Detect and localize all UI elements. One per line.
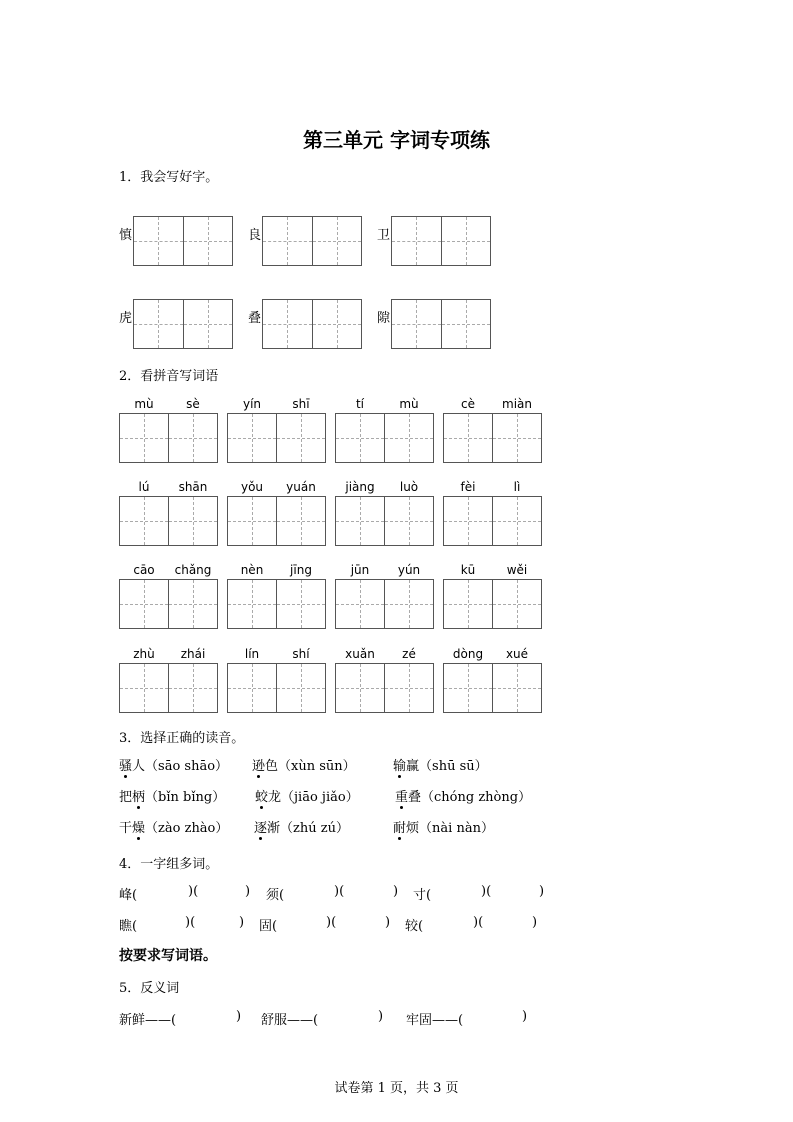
word-group-blank[interactable]: ): [239, 915, 245, 930]
antonym-item: 牢固——(: [406, 1013, 464, 1028]
q5-heading: 5．反义词: [119, 981, 180, 996]
pinyin-label: tí: [355, 397, 365, 411]
reading-item: 耐烦（nài nàn）: [393, 817, 494, 836]
q1-char: 虎: [119, 311, 133, 326]
pinyin-label: jiàng: [345, 480, 375, 494]
pinyin-label: sè: [186, 397, 200, 411]
pinyin-label: mù: [399, 397, 419, 411]
pinyin-label: shān: [178, 480, 208, 494]
pinyin-label: cè: [461, 397, 475, 411]
q2-heading: 2．看拼音写词语: [119, 369, 219, 384]
pinyin-label: zhái: [180, 647, 206, 661]
tianzige-box[interactable]: [335, 413, 434, 463]
pinyin-label: xuǎn: [345, 647, 375, 661]
pinyin-label: miàn: [502, 397, 532, 411]
pinyin-label: nèn: [240, 563, 264, 577]
tianzige-box[interactable]: [227, 413, 326, 463]
reading-item: 输赢（shū sū）: [393, 755, 488, 774]
word-group-blank[interactable]: ): [385, 915, 391, 930]
tianzige-box[interactable]: [443, 413, 542, 463]
pinyin-label: fèi: [460, 480, 476, 494]
pinyin-label: yuán: [286, 480, 316, 494]
tianzige-box[interactable]: [335, 663, 434, 713]
pinyin-label: dòng: [452, 647, 484, 661]
word-group-char: 较(: [405, 919, 424, 934]
word-group-blank[interactable]: )(: [188, 884, 199, 899]
tianzige-box[interactable]: [391, 216, 491, 266]
word-group-char: 寸(: [413, 888, 432, 903]
antonym-item: 舒服——(: [261, 1013, 319, 1028]
reading-item: 逐渐（zhú zú）: [254, 817, 349, 836]
pinyin-label: cāo: [133, 563, 155, 577]
pinyin-label: chǎng: [174, 563, 212, 577]
reading-item: 重叠（chóng zhòng）: [395, 786, 531, 805]
q3-heading: 3．选择正确的读音。: [119, 731, 245, 746]
antonym-blank[interactable]: ): [522, 1009, 528, 1024]
pinyin-label: lú: [138, 480, 150, 494]
tianzige-box[interactable]: [119, 413, 218, 463]
antonym-blank[interactable]: ): [378, 1009, 384, 1024]
pinyin-label: wěi: [506, 563, 528, 577]
pinyin-label: kū: [460, 563, 476, 577]
section-title: 按要求写词语。: [119, 948, 217, 964]
pinyin-label: yún: [397, 563, 421, 577]
tianzige-box[interactable]: [119, 663, 218, 713]
q1-char: 慎: [119, 228, 133, 243]
q1-char: 卫: [377, 228, 391, 243]
word-group-blank[interactable]: ): [532, 915, 538, 930]
word-group-blank[interactable]: )(: [334, 884, 345, 899]
word-group-char: 峰(: [119, 888, 138, 903]
tianzige-box[interactable]: [443, 579, 542, 629]
pinyin-label: yǒu: [240, 480, 264, 494]
reading-item: 骚人（sāo shāo）: [119, 755, 228, 774]
word-group-blank[interactable]: )(: [481, 884, 492, 899]
tianzige-box[interactable]: [391, 299, 491, 349]
pinyin-label: shī: [292, 397, 310, 411]
antonym-item: 新鲜——(: [119, 1013, 177, 1028]
tianzige-box[interactable]: [119, 579, 218, 629]
pinyin-label: yín: [242, 397, 262, 411]
word-group-blank[interactable]: ): [393, 884, 399, 899]
pinyin-label: lì: [513, 480, 521, 494]
word-group-blank[interactable]: )(: [473, 915, 484, 930]
q1-char: 叠: [248, 311, 262, 326]
q1-char: 隙: [377, 311, 391, 326]
tianzige-box[interactable]: [227, 496, 326, 546]
pinyin-label: shí: [292, 647, 310, 661]
pinyin-label: zhù: [133, 647, 155, 661]
page-footer: 试卷第 1 页，共 3 页: [334, 1081, 459, 1096]
word-group-blank[interactable]: ): [539, 884, 545, 899]
antonym-blank[interactable]: ): [236, 1009, 242, 1024]
pinyin-label: luò: [399, 480, 419, 494]
page-title: 第三单元 字词专项练: [303, 128, 490, 152]
tianzige-box[interactable]: [119, 496, 218, 546]
reading-item: 蛟龙（jiāo jiǎo）: [255, 786, 359, 805]
tianzige-box[interactable]: [227, 579, 326, 629]
word-group-char: 须(: [266, 888, 285, 903]
word-group-blank[interactable]: ): [245, 884, 251, 899]
word-group-char: 瞧(: [119, 919, 138, 934]
word-group-blank[interactable]: )(: [185, 915, 196, 930]
reading-item: 把柄（bǐn bǐng）: [119, 786, 225, 805]
tianzige-box[interactable]: [227, 663, 326, 713]
pinyin-label: lín: [244, 647, 260, 661]
q1-heading: 1．我会写好字。: [119, 170, 219, 185]
pinyin-label: jūn: [350, 563, 370, 577]
tianzige-box[interactable]: [335, 579, 434, 629]
tianzige-box[interactable]: [133, 216, 233, 266]
tianzige-box[interactable]: [262, 216, 362, 266]
pinyin-label: mù: [134, 397, 154, 411]
pinyin-label: jīng: [290, 563, 312, 577]
word-group-char: 固(: [259, 919, 278, 934]
pinyin-label: xué: [505, 647, 529, 661]
reading-item: 逊色（xùn sūn）: [252, 755, 356, 774]
tianzige-box[interactable]: [443, 496, 542, 546]
word-group-blank[interactable]: )(: [326, 915, 337, 930]
tianzige-box[interactable]: [133, 299, 233, 349]
tianzige-box[interactable]: [335, 496, 434, 546]
tianzige-box[interactable]: [262, 299, 362, 349]
reading-item: 干燥（zào zhào）: [119, 817, 228, 836]
q4-heading: 4．一字组多词。: [119, 857, 219, 872]
tianzige-box[interactable]: [443, 663, 542, 713]
q1-char: 良: [248, 228, 262, 243]
pinyin-label: zé: [402, 647, 416, 661]
